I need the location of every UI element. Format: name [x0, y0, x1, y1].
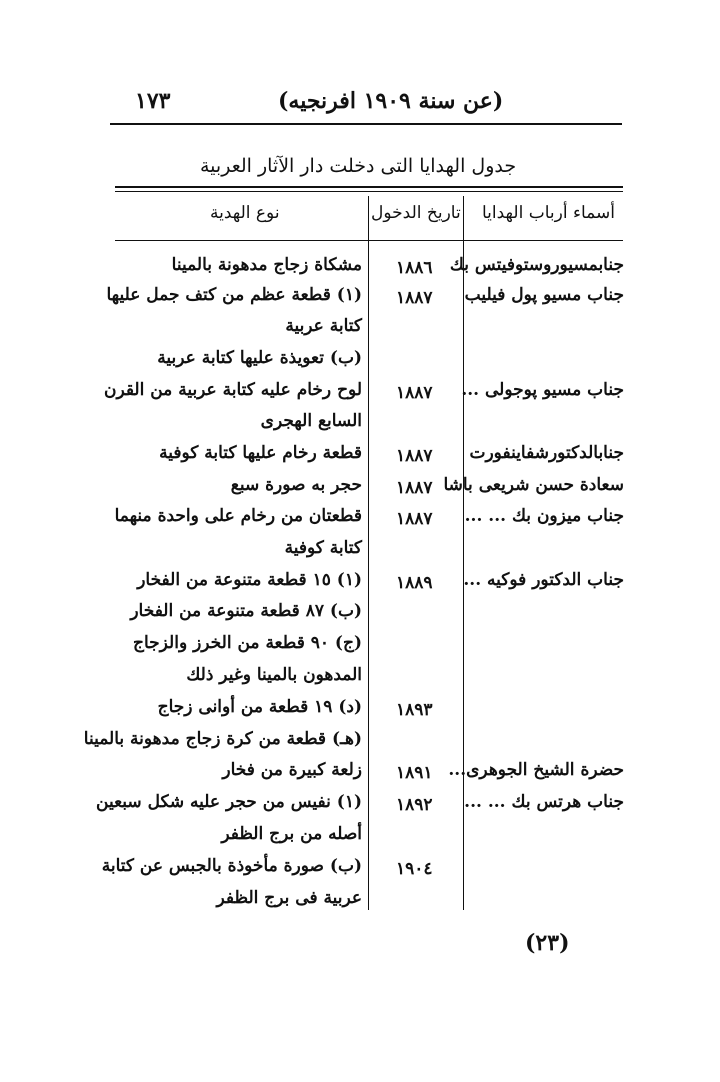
- date-cell: ١٨٨٧: [396, 478, 433, 498]
- gift-cell: (ب) تعويذة عليها كتابة عربية: [157, 348, 362, 368]
- date-cell: ١٨٨٧: [396, 446, 433, 466]
- gift-cell: (د) ١٩ قطعة من أوانى زجاج: [157, 697, 362, 717]
- header-rule: [110, 123, 622, 125]
- gift-cell: عربية فى برج الظفر: [216, 888, 362, 908]
- date-cell: ١٨٨٦: [396, 258, 433, 278]
- col-header-date: تاريخ الدخول: [371, 203, 461, 223]
- table-top-rule-thin: [115, 191, 623, 192]
- gift-cell: مشكاة زجاج مدهونة بالمينا: [171, 255, 362, 275]
- gift-cell: (ب) ٨٧ قطعة متنوعة من الفخار: [130, 601, 362, 621]
- table-title: جدول الهدايا التى دخلت دار الآثار العربية: [200, 155, 517, 177]
- gift-cell: حجر به صورة سبع: [230, 475, 362, 495]
- date-cell: ١٨٨٩: [396, 573, 433, 593]
- table-top-rule: [115, 186, 623, 188]
- gift-cell: (١) ١٥ قطعة متنوعة من الفخار: [137, 570, 362, 590]
- gift-cell: المدهون بالمينا وغير ذلك: [186, 665, 362, 685]
- donor-cell: جنابالدكتورشفاينفورت: [469, 443, 624, 463]
- donor-cell: سعادة حسن شريعى باشا: [443, 475, 624, 495]
- gift-cell: (ج) ٩٠ قطعة من الخرز والزجاج: [133, 633, 362, 653]
- column-divider-date-gift: [368, 196, 369, 910]
- date-cell: ١٨٩١: [396, 763, 433, 783]
- gift-cell: (١) نفيس من حجر عليه شكل سبعين: [96, 792, 362, 812]
- col-header-gift: نوع الهدية: [210, 203, 280, 223]
- date-cell: ١٨٨٧: [396, 288, 433, 308]
- section-mark: (٢٣): [525, 930, 570, 956]
- gift-cell: (ب) صورة مأخوذة بالجبس عن كتابة: [101, 856, 362, 876]
- gift-cell: كتابة عربية: [285, 316, 362, 336]
- donor-cell: جناب مسيو پوجولى ...: [461, 380, 624, 400]
- gift-cell: (١) قطعة عظم من كتف جمل عليها: [106, 285, 362, 305]
- running-title: (عن سنة ١٩٠٩ افرنجيه): [278, 88, 504, 114]
- date-cell: ١٨٨٧: [396, 509, 433, 529]
- donor-cell: جناب هرتس بك ... ...: [464, 792, 624, 812]
- date-cell: ١٨٨٧: [396, 383, 433, 403]
- date-cell: ١٨٩٢: [396, 795, 433, 815]
- col-header-donor: أسماء أرباب الهدايا: [482, 203, 615, 223]
- date-cell: ١٨٩٣: [396, 700, 433, 720]
- header-bottom-rule: [115, 240, 623, 241]
- donor-cell: جناب ميزون بك ... ...: [464, 506, 624, 526]
- gift-cell: قطعتان من رخام على واحدة منهما: [114, 506, 362, 526]
- gift-cell: لوح رخام عليه كتابة عربية من القرن: [103, 380, 362, 400]
- donor-cell: جناب مسيو پول فيليب: [464, 285, 624, 305]
- gift-cell: (هـ) قطعة من كرة زجاج مدهونة بالمينا: [83, 729, 362, 749]
- donor-cell: جناب الدكتور فوكيه ...: [463, 570, 624, 590]
- gift-cell: كتابة كوفية: [284, 538, 362, 558]
- donor-cell: جنابمسيوروستوفيتس بك: [449, 255, 624, 275]
- gift-cell: زلعة كبيرة من فخار: [222, 760, 362, 780]
- gift-cell: أصله من برج الظفر: [221, 824, 362, 844]
- page-number: ١٧٣: [135, 88, 171, 114]
- date-cell: ١٩٠٤: [396, 859, 433, 879]
- gift-cell: السابع الهجرى: [260, 411, 362, 431]
- donor-cell: حضرة الشيخ الجوهرى...: [448, 760, 624, 780]
- gift-cell: قطعة رخام عليها كتابة كوفية: [159, 443, 362, 463]
